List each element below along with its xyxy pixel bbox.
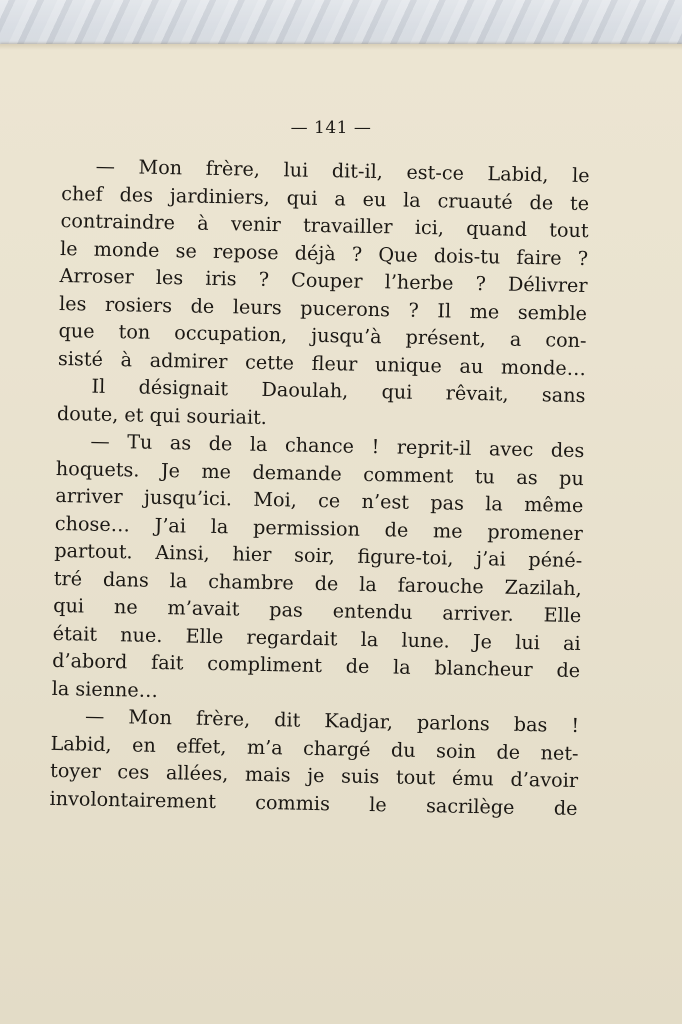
text-line: sisté à admirer cette fleur unique au monde… [57,346,587,380]
text-line: que ton occupation, jusqu’à présent, a con- [58,318,587,353]
page-top-edge [0,44,682,50]
text-line: arriver jusqu’ici. Moi, ce n’est pas la même [55,483,584,518]
text-line: — Mon frère, dit Kadjar, parlons bas ! [84,704,580,738]
text-line: involontairement commis le sacrilège de [49,786,578,820]
text-line: — Tu as de la chance ! reprit-il avec des [90,429,585,463]
text-line: qui ne m’avait pas entendu arriver. Elle [53,593,582,628]
body-text [49,152,590,822]
text-line: chose… J’ai la permission de me promener [54,511,584,545]
text-line: toyer ces allées, mais je suis tout ému d’avoir [49,758,579,793]
text-line: tré dans la chambre de la farouche Zazilah, [53,566,582,600]
text-line: la sienne… [51,676,159,702]
text-line: les rosiers de leurs pucerons ? Il me semble [58,291,588,325]
text-line: Arroser les iris ? Couper l’herbe ? Délivrer [59,263,588,298]
text-line: chef des jardiniers, qui a eu la cruauté de te [60,181,590,215]
text-line: doute, et qui souriait. [56,401,268,429]
text-line: hoquets. Je me demande comment tu as pu [55,456,585,490]
text-line: était nue. Elle regardait la lune. Je lui ai [52,621,581,655]
text-line: partout. Ainsi, hier soir, figure-toi, j’ai péné- [54,538,583,573]
text-line: le monde se repose déjà ? Que dois-tu faire ? [59,236,589,270]
text-line: Il désignait Daoulah, qui rêvait, sans [91,374,586,408]
page-number: — 141 — [290,118,372,138]
text-line: contraindre à venir travailler ici, quand tout [60,208,589,243]
text-line: — Mon frère, lui dit-il, est-ce Labid, le [95,154,590,188]
text-line: Labid, en effet, m’a chargé du soin de net- [50,731,579,765]
text-line: d’abord fait compliment de la blancheur de [52,648,581,683]
